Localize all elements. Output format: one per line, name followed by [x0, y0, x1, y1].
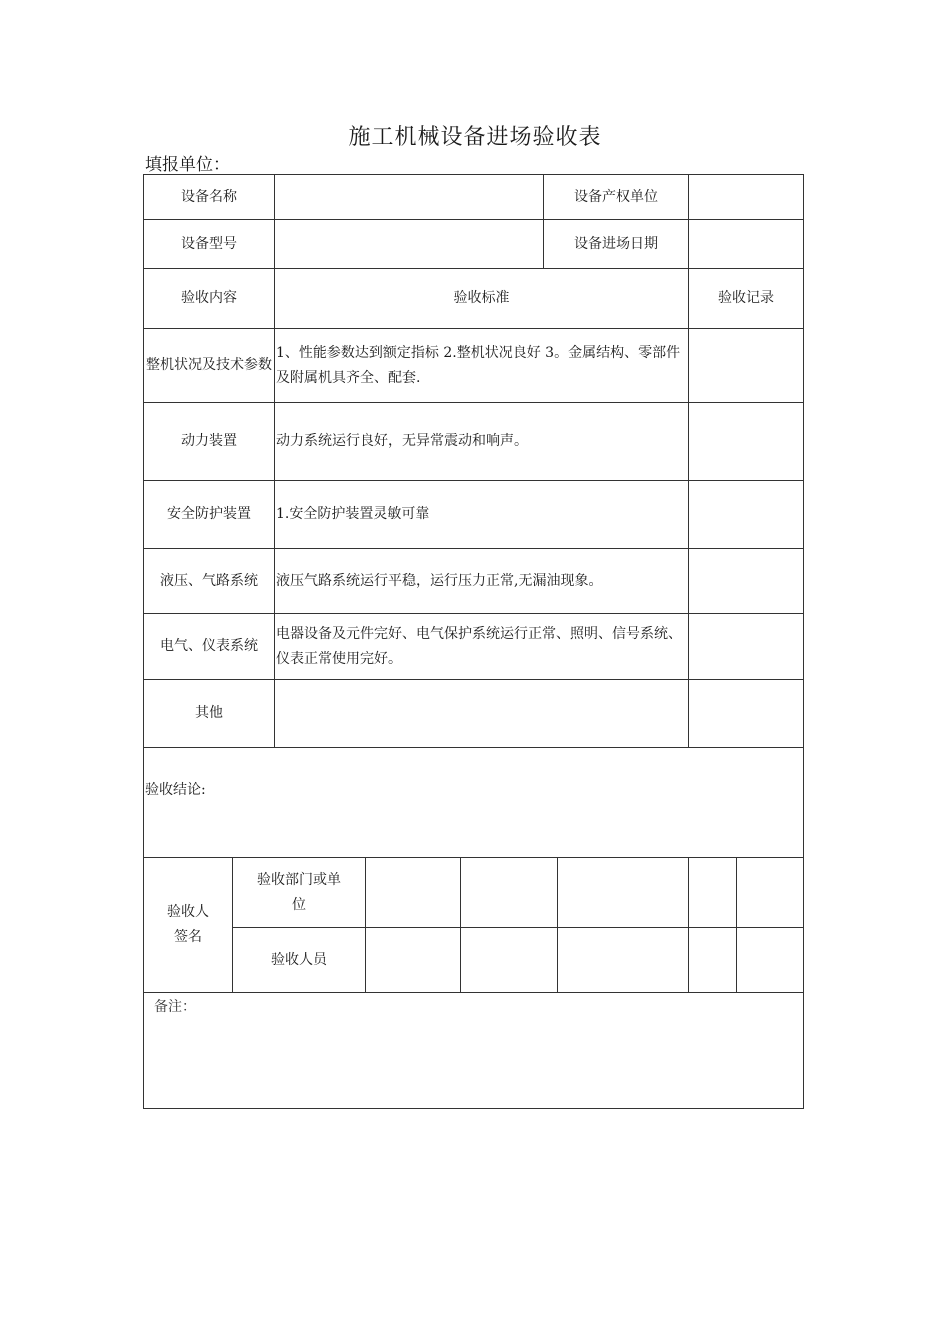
item-standard: 电器设备及元件完好、电气保护系统运行正常、照明、信号系统、仪表正常使用完好。: [275, 614, 689, 680]
property-unit-field[interactable]: [689, 175, 804, 220]
conclusion-label[interactable]: 验收结论:: [144, 748, 804, 858]
fill-unit-label: 填报单位：: [145, 155, 230, 175]
signature-label: 验收人签名: [144, 858, 233, 993]
signature-person-field[interactable]: [737, 928, 804, 993]
item-record-field[interactable]: [689, 680, 804, 748]
table-row: [144, 614, 804, 680]
model-label: 设备型号: [144, 220, 275, 269]
signature-person-field[interactable]: [558, 928, 689, 993]
item-record-field[interactable]: [689, 481, 804, 549]
item-standard-field[interactable]: [275, 680, 689, 748]
remarks-row: [144, 993, 804, 1109]
acceptance-table: [143, 174, 804, 1109]
equipment-name-row: [144, 175, 804, 220]
item-standard: 1.安全防护装置灵敏可靠: [275, 481, 689, 549]
model-field[interactable]: [275, 220, 544, 269]
table-row: [144, 549, 804, 614]
item-content: 电气、仪表系统: [144, 614, 275, 680]
equipment-name-field[interactable]: [275, 175, 544, 220]
signature-dept-field[interactable]: [689, 858, 737, 928]
signature-person-label: 验收人员: [233, 928, 366, 993]
signature-dept-field[interactable]: [737, 858, 804, 928]
entry-date-field[interactable]: [689, 220, 804, 269]
item-record-field[interactable]: [689, 403, 804, 481]
signature-person-field[interactable]: [461, 928, 558, 993]
signature-dept-label: 验收部门或单位: [233, 858, 366, 928]
model-row: [144, 220, 804, 269]
signature-dept-field[interactable]: [461, 858, 558, 928]
signature-dept-row: [144, 858, 804, 928]
column-header-standard: 验收标准: [275, 269, 689, 329]
table-row: [144, 680, 804, 748]
table-row: [144, 481, 804, 549]
item-record-field[interactable]: [689, 329, 804, 403]
item-standard: 1、性能参数达到额定指标 2.整机状况良好 3。金属结构、零部件及附属机具齐全、配套.: [275, 329, 689, 403]
column-header-row: [144, 269, 804, 329]
signature-person-row: [144, 928, 804, 993]
item-standard: 液压气路系统运行平稳，运行压力正常,无漏油现象。: [275, 549, 689, 614]
item-content: 安全防护装置: [144, 481, 275, 549]
item-record-field[interactable]: [689, 614, 804, 680]
table-row: [144, 403, 804, 481]
column-header-content: 验收内容: [144, 269, 275, 329]
signature-person-field[interactable]: [366, 928, 461, 993]
entry-date-label: 设备进场日期: [544, 220, 689, 269]
item-content: 其他: [144, 680, 275, 748]
conclusion-row: [144, 748, 804, 858]
signature-dept-field[interactable]: [366, 858, 461, 928]
item-record-field[interactable]: [689, 549, 804, 614]
equipment-name-label: 设备名称: [144, 175, 275, 220]
page-title: 施工机械设备进场验收表: [348, 125, 602, 150]
item-content: 动力装置: [144, 403, 275, 481]
table-row: [144, 329, 804, 403]
column-header-record: 验收记录: [689, 269, 804, 329]
item-standard: 动力系统运行良好，无异常震动和响声。: [275, 403, 689, 481]
signature-dept-field[interactable]: [558, 858, 689, 928]
item-content: 整机状况及技术参数: [144, 329, 275, 403]
signature-person-field[interactable]: [689, 928, 737, 993]
item-content: 液压、气路系统: [144, 549, 275, 614]
property-unit-label: 设备产权单位: [544, 175, 689, 220]
remarks-label[interactable]: 备注：: [144, 993, 804, 1109]
